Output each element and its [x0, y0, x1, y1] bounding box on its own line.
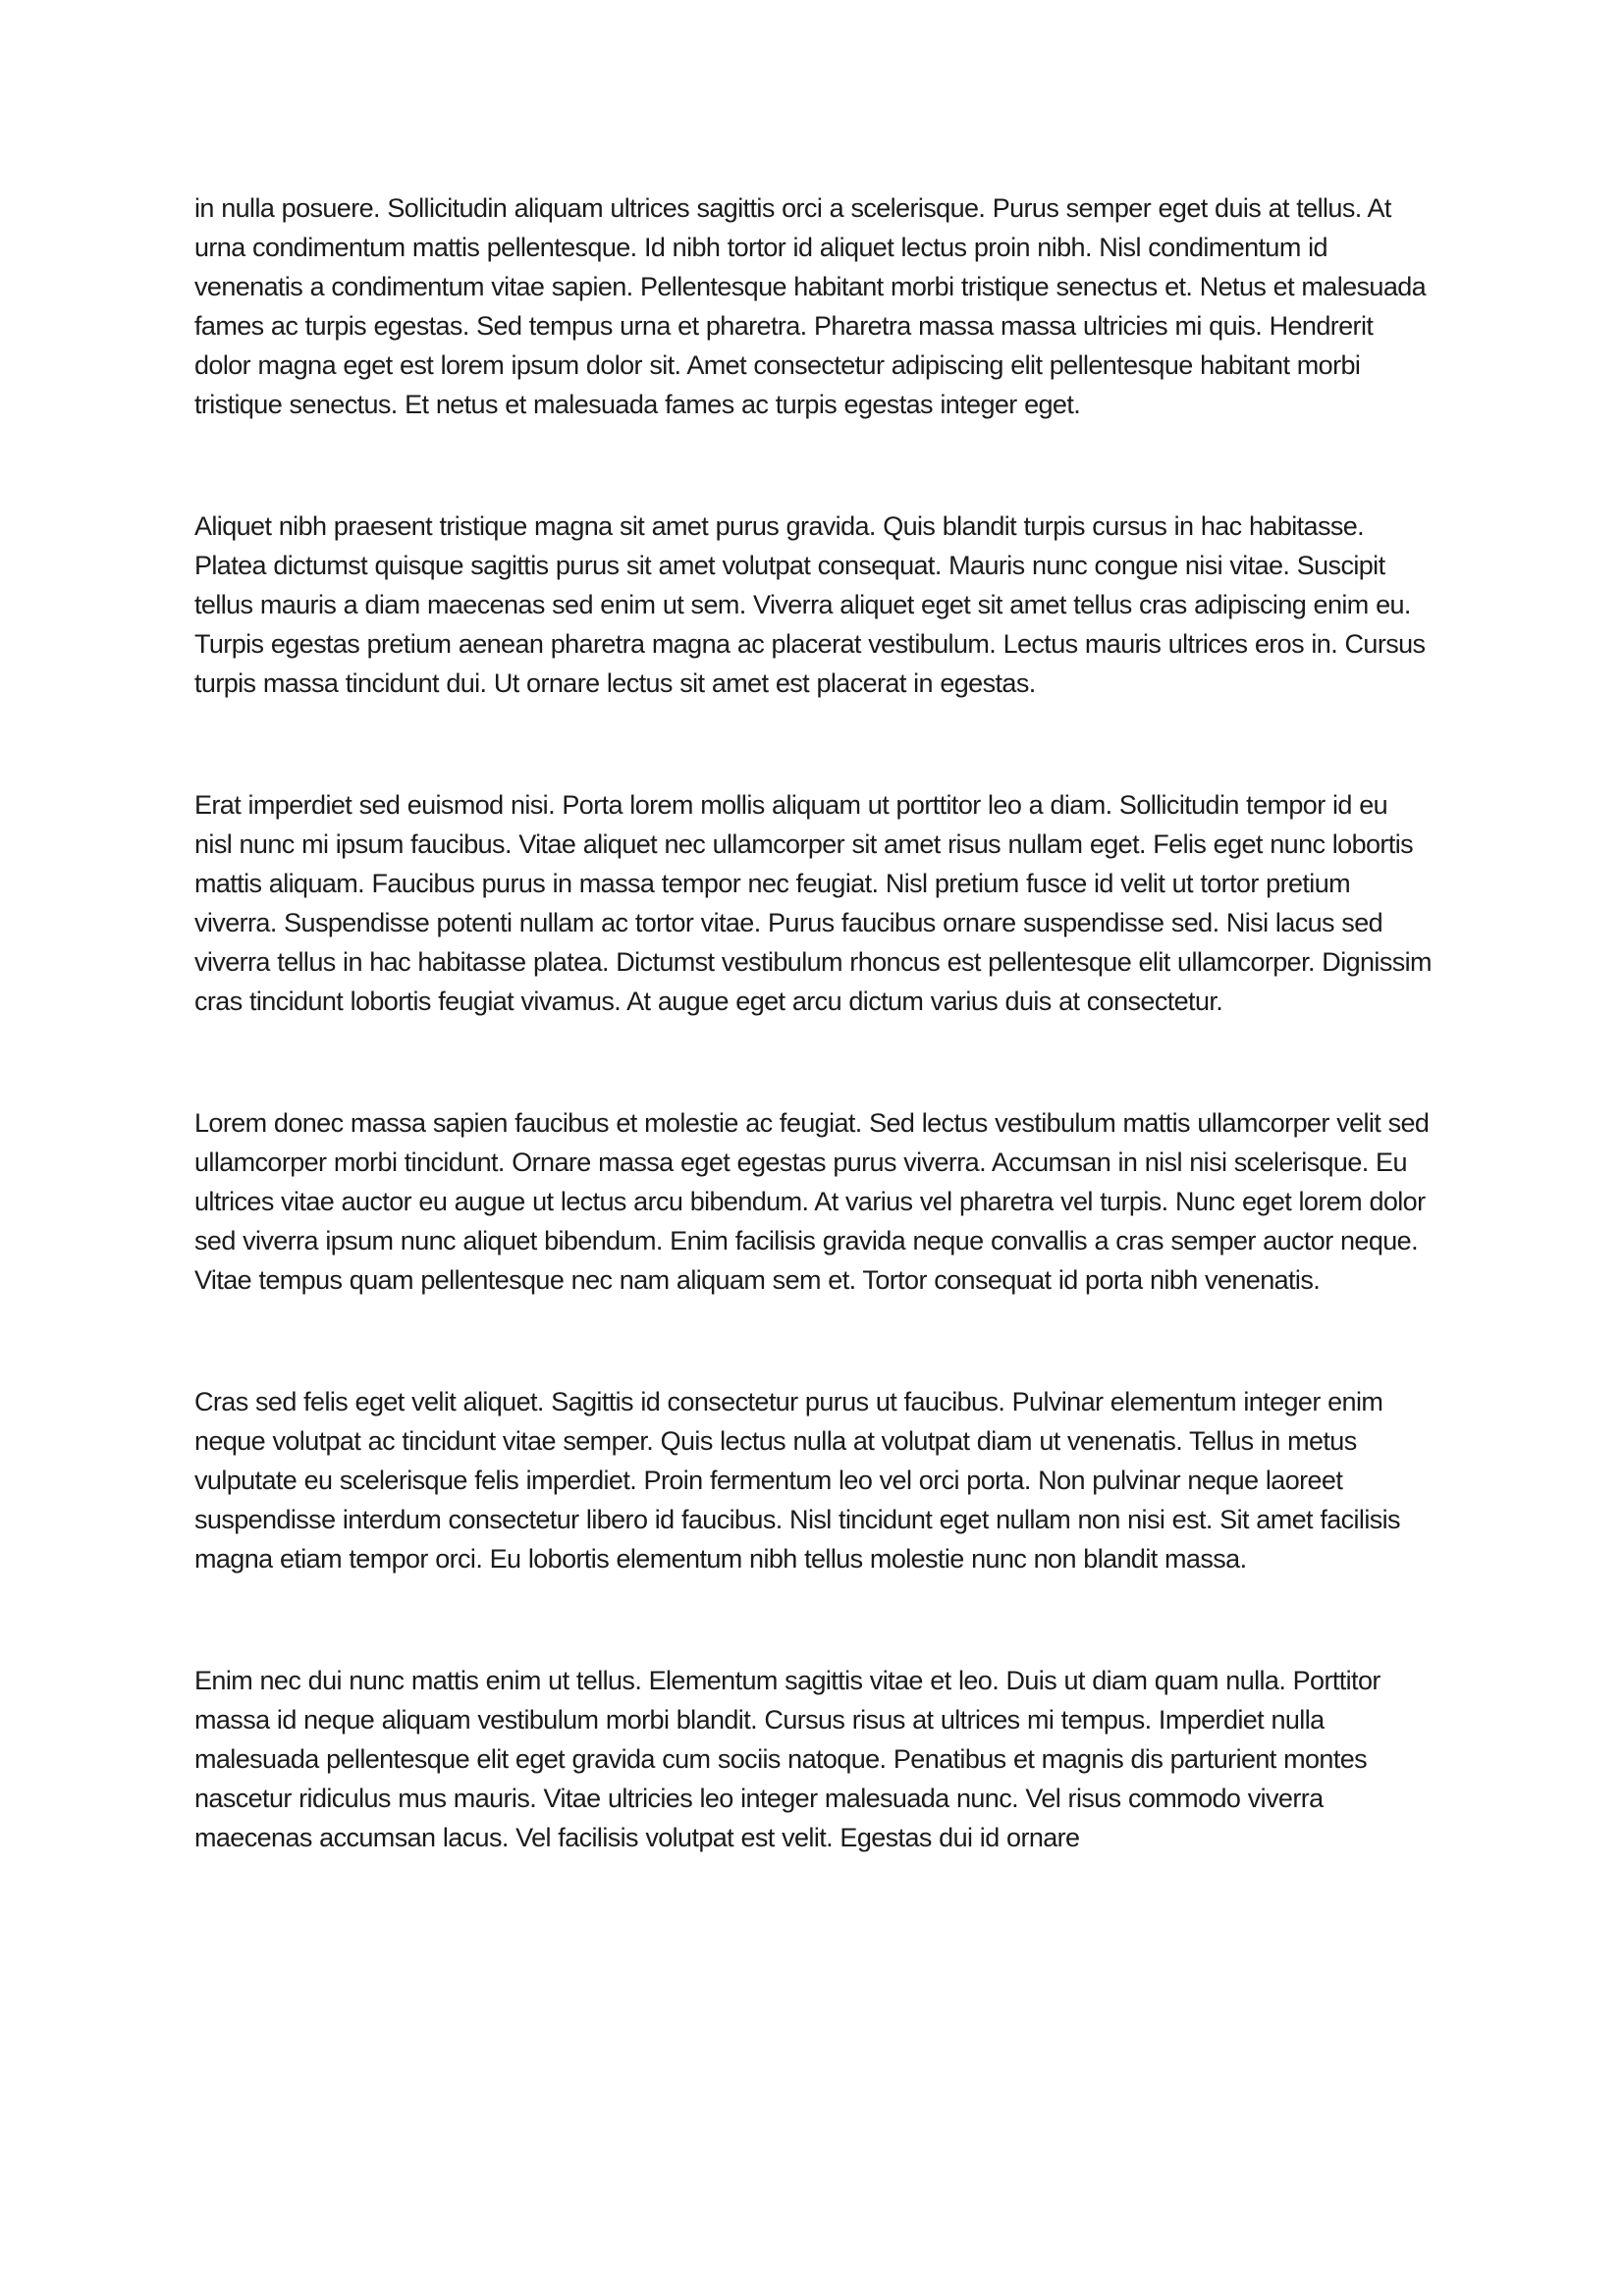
paragraph: Enim nec dui nunc mattis enim ut tellus. Elementum sagittis vitae et leo. Duis ut diam quam nulla. Porttitor massa id neque aliquam vestibulum morbi blandit. Cursus risus at ultrices mi tempus. Imperdiet nulla malesuada pellentesque elit eget gravida cum sociis natoque. Penatibus et magnis dis parturient montes nascetur ridiculus mus mauris. Vitae ultricies leo integer malesuada nunc. Vel risus commodo viverra maecenas accumsan lacus. Vel facilisis volutpat est velit. Egestas dui id ornare: [194, 1666, 1380, 1852]
paragraph: Lorem donec massa sapien faucibus et molestie ac feugiat. Sed lectus vestibulum mattis ullamcorper velit sed ullamcorper morbi tincidunt. Ornare massa eget egestas purus viverra. Accumsan in nisl nisi scelerisque. Eu ultrices vitae auctor eu augue ut lectus arcu bibendum. At varius vel pharetra vel turpis. Nunc eget lorem dolor sed viverra ipsum nunc aliquet bibendum. Enim facilisis gravida neque convallis a cras semper auctor neque. Vitae tempus quam pellentesque nec nam aliquam sem et. Tortor consequat id porta nibh venenatis.: [194, 1108, 1430, 1295]
paragraph: Aliquet nibh praesent tristique magna sit amet purus gravida. Quis blandit turpis cursus in hac habitasse. Platea dictumst quisque sagittis purus sit amet volutpat consequat. Mauris nunc congue nisi vitae. Suscipit tellus mauris a diam maecenas sed enim ut sem. Viverra aliquet eget sit amet tellus cras adipiscing enim eu. Turpis egestas pretium aenean pharetra magna ac placerat vestibulum. Lectus mauris ultrices eros in. Cursus turpis massa tincidunt dui. Ut ornare lectus sit amet est placerat in egestas.: [194, 511, 1426, 698]
paragraph: Cras sed felis eget velit aliquet. Sagittis id consectetur purus ut faucibus. Pulvinar elementum integer enim neque volutpat ac tincidunt vitae semper. Quis lectus nulla at volutpat diam ut venenatis. Tellus in metus vulputate eu scelerisque felis imperdiet. Proin fermentum leo vel orci porta. Non pulvinar neque laoreet suspendisse interdum consectetur libero id faucibus. Nisl tincidunt eget nullam non nisi est. Sit amet facilisis magna etiam tempor orci. Eu lobortis elementum nibh tellus molestie nunc non blandit massa.: [194, 1387, 1400, 1574]
paragraph: in nulla posuere. Sollicitudin aliquam ultrices sagittis orci a scelerisque. Purus semper eget duis at tellus. At urna condimentum mattis pellentesque. Id nibh tortor id aliquet lectus proin nibh. Nisl condimentum id venenatis a condimentum vitae sapien. Pellentesque habitant morbi tristique senectus et. Netus et malesuada fames ac turpis egestas. Sed tempus urna et pharetra. Pharetra massa massa ultricies mi quis. Hendrerit dolor magna eget est lorem ipsum dolor sit. Amet consectetur adipiscing elit pellentesque habitant morbi tristique senectus. Et netus et malesuada fames ac turpis egestas integer eget.: [194, 193, 1427, 419]
paragraph: Erat imperdiet sed euismod nisi. Porta lorem mollis aliquam ut porttitor leo a diam. Sollicitudin tempor id eu nisl nunc mi ipsum faucibus. Vitae aliquet nec ullamcorper sit amet risus nullam eget. Felis eget nunc lobortis mattis aliquam. Faucibus purus in massa tempor nec feugiat. Nisl pretium fusce id velit ut tortor pretium viverra. Suspendisse potenti nullam ac tortor vitae. Purus faucibus ornare suspendisse sed. Nisi lacus sed viverra tellus in hac habitasse platea. Dictumst vestibulum rhoncus est pellentesque elit ullamcorper. Dignissim cras tincidunt lobortis feugiat vivamus. At augue eget arcu dictum varius duis at consectetur.: [194, 790, 1432, 1016]
